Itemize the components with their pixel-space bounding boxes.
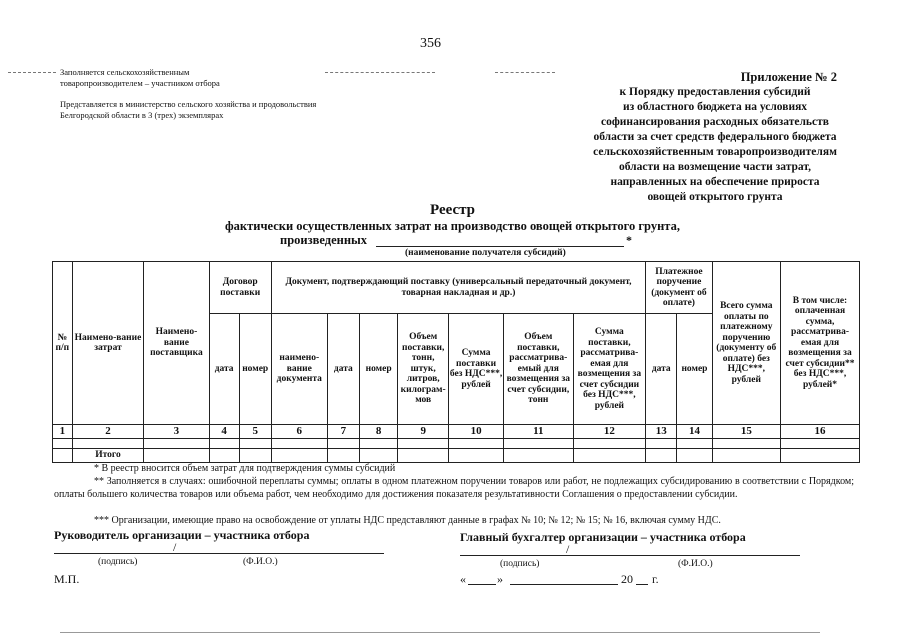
appendix-line: овощей открытого грунта [647,191,783,203]
column-number: 10 [449,425,504,439]
date-year-line [636,584,648,585]
register-subtitle-2 [280,233,367,248]
total-row [53,449,860,463]
header-cost-name: Наимено-вание затрат [72,262,144,425]
header-payment-date: дата [646,314,677,425]
column-number: 9 [398,425,449,439]
table-row [53,439,860,449]
submit-note-line2: Белгородской области в 3 (трех) экземплярах [60,110,224,120]
header-delivery-document: Документ, подтверждающий поставку (универсальный передаточный документ, товарная накладная и др.) [271,262,645,314]
head-sign-caption: (подпись) [98,557,138,567]
footnote-2: ** Заполняется в случаях: ошибочной переплаты суммы; оплаты в одном платежном поручении товаров или работ, не подлежащих субсидированию в соответствии с Порядком; оплаты большего количества товаров или объема работ, чем необходимо для достижения показателя результативности Соглашения о предоставлении субсидии. [54,476,854,500]
recipient-caption: (наименование получателя субсидий) [405,248,566,258]
appendix-line: области на возмещение части затрат, [618,161,812,173]
accountant-sign-caption: (подпись) [500,559,540,569]
header-payment-order: Платежное поручение (документ об оплате) [646,262,712,314]
column-number: 12 [573,425,646,439]
header-contract-date: дата [209,314,239,425]
accountant-signature-line [460,555,800,556]
header-delivery-sum: Сумма поставки без НДС***, рублей [449,314,504,425]
date-open-quote: « [460,572,466,586]
head-fio-caption: (Ф.И.О.) [243,557,278,567]
submit-note-line1: Представляется в министерство сельского хозяйства и продовольствия [60,99,317,109]
appendix-line: направленных на обеспечение прироста [610,176,820,188]
column-number: 16 [781,425,860,439]
head-slash: / [173,540,177,554]
column-number: 6 [271,425,327,439]
column-number: 14 [677,425,712,439]
register-title: Реестр [429,202,475,218]
accountant-fio-caption: (Ф.И.О.) [678,559,713,569]
column-number: 1 [53,425,73,439]
header-delivery-volume: Объем поставки, тонн, штук, литров, килограм-мов [398,314,449,425]
register-subtitle: фактически осуществленных затрат на производство овощей открытого грунта, [225,219,680,233]
year-suffix: г. [652,572,659,586]
bottom-dashed-line [60,632,820,633]
footnote-3: *** Организации, имеющие право на освобождение от уплаты НДС представляют данные в графах № 10; № 12; № 15; № 16, включая сумму НДС. [94,515,721,526]
fill-note [60,67,220,89]
header-supplier-name: Наимено-вание поставщика [144,262,209,425]
column-number: 5 [239,425,271,439]
appendix-line: к Порядку предоставления субсидий [619,86,811,98]
column-number: 8 [359,425,397,439]
column-number: 2 [72,425,144,439]
page-number: 356 [420,36,441,51]
date-close-quote: » [497,572,503,586]
header-sum-for-subsidy: Сумма поставки, рассматрива-емая для возмещения за счет субсидии без НДС***, рублей [573,314,646,425]
header-contract-number: номер [239,314,271,425]
header-total-paid: Всего сумма оплаты по платежному поручению (документу об оплате) без НДС***, рублей [712,262,780,425]
column-number: 4 [209,425,239,439]
header-contract: Договор поставки [209,262,271,314]
header-document-date: дата [327,314,359,425]
year-prefix: 20 [621,572,633,586]
submit-note [60,99,316,121]
top-dashed-line-left [8,72,56,73]
accountant-signature-title: Главный бухгалтер организации – участника отбора [460,530,746,544]
appendix-block [555,70,875,205]
column-number: 3 [144,425,209,439]
head-signature-line [54,553,384,554]
date-month-line [510,584,618,585]
accountant-slash: / [566,542,570,556]
fill-note-line2: товаропроизводителем – участником отбора [60,78,220,88]
produced-label: произведенных [280,233,368,247]
header-no: № п/п [53,262,73,425]
appendix-line: из областного бюджета на условиях [622,101,808,113]
top-dashed-line-right [495,72,555,73]
stamp-label: М.П. [54,572,80,586]
column-number: 7 [327,425,359,439]
head-signature-title: Руководитель организации – участника отбора [54,528,310,542]
recipient-star: * [626,233,632,247]
top-dashed-line-mid [325,72,435,73]
total-label: Итого [72,449,144,463]
header-volume-for-subsidy: Объем поставки, рассматрива-емый для возмещения за счет субсидии, тонн [504,314,573,425]
column-number-row [53,425,860,439]
appendix-line: сельскохозяйственным товаропроизводителям [593,146,837,158]
footnote-1: * В реестр вносится объем затрат для подтверждения суммы субсидий [94,463,396,474]
fill-note-line1: Заполняется сельскохозяйственным [60,67,190,77]
recipient-name-line [376,246,624,247]
column-number: 11 [504,425,573,439]
header-paid-for-subsidy: В том числе: оплаченная сумма, рассматрива-емая для возмещения за счет субсидии** без НДС***, рублей* [781,262,860,425]
register-table [52,261,860,463]
appendix-line: области за счет средств федерального бюджета [593,131,837,143]
header-payment-number: номер [677,314,712,425]
date-day-line [468,584,496,585]
appendix-line: софинансирования расходных обязательств [601,116,829,128]
header-document-number: номер [359,314,397,425]
column-number: 15 [712,425,780,439]
header-document-name: наимено-вание документа [271,314,327,425]
appendix-line: Приложение № 2 [740,70,837,84]
column-number: 13 [646,425,677,439]
